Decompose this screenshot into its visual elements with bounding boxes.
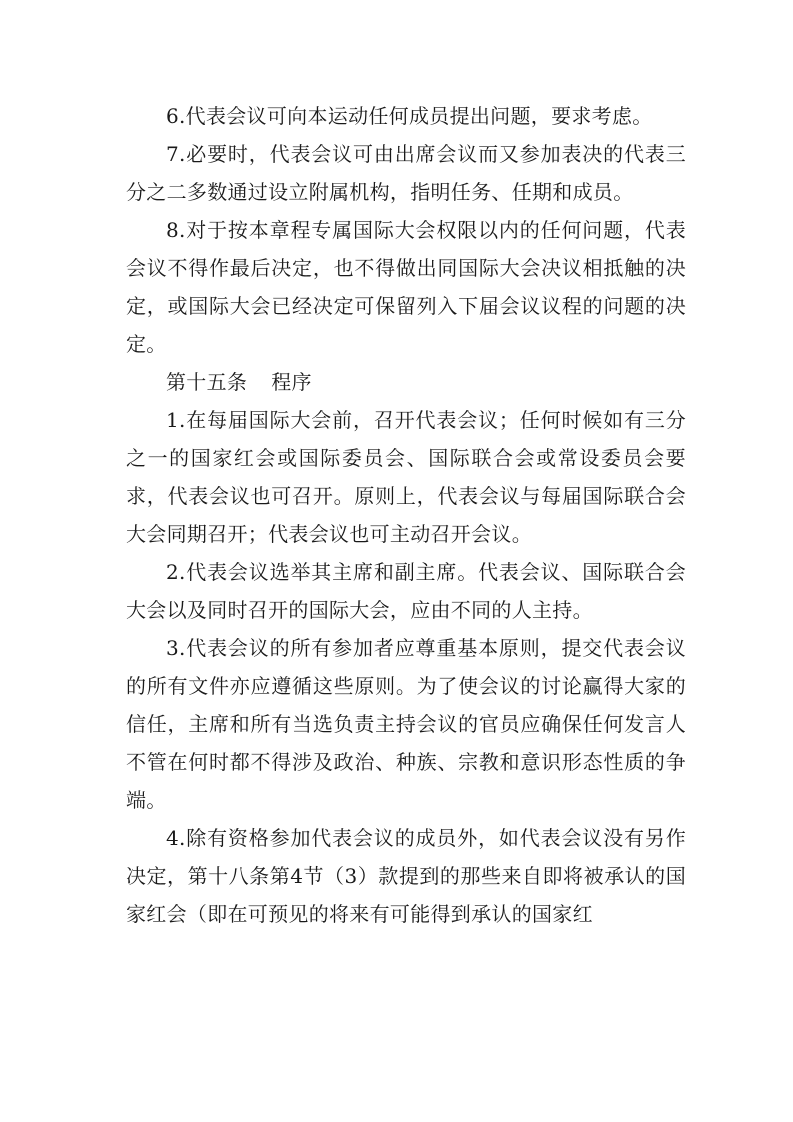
paragraph-7: 7.必要时，代表会议可由出席会议而又参加表决的代表三分之二多数通过设立附属机构，指明任务、任期和成员。 xyxy=(126,142,686,204)
paragraph-4: 4.除有资格参加代表会议的成员外，如代表会议没有另作决定，第十八条第4节（3）款提到的那些来自即将被承认的国家红会（即在可预见的将来有可能得到承认的国家红 xyxy=(126,826,686,926)
paragraph-8: 8.对于按本章程专属国际大会权限以内的任何问题，代表会议不得作最后决定，也不得做出同国际大会决议相抵触的决定，或国际大会已经决定可保留列入下届会议议程的问题的决定。 xyxy=(126,218,686,356)
paragraph-2: 2.代表会议选举其主席和副主席。代表会议、国际联合会大会以及同时召开的国际大会，应由不同的人主持。 xyxy=(126,560,686,622)
paragraph-1: 1.在每届国际大会前，召开代表会议；任何时候如有三分之一的国家红会或国际委员会、国际联合会或常设委员会要求，代表会议也可召开。原则上，代表会议与每届国际联合会大会同期召开；代表会议也可主动召开会议。 xyxy=(126,408,686,546)
paragraph-6: 6.代表会议可向本运动任何成员提出问题，要求考虑。 xyxy=(166,104,653,128)
document-body xyxy=(126,97,686,933)
paragraph-3: 3.代表会议的所有参加者应尊重基本原则，提交代表会议的所有文件亦应遵循这些原则。为了使会议的讨论赢得大家的信任，主席和所有当选负责主持会议的官员应确保任何发言人不管在何时都不得涉及政治、种族、宗教和意识形态性质的争端。 xyxy=(126,636,686,812)
section-heading xyxy=(126,363,686,401)
section-title: 程序 xyxy=(271,370,312,394)
section-number: 第十五条 xyxy=(166,370,248,394)
